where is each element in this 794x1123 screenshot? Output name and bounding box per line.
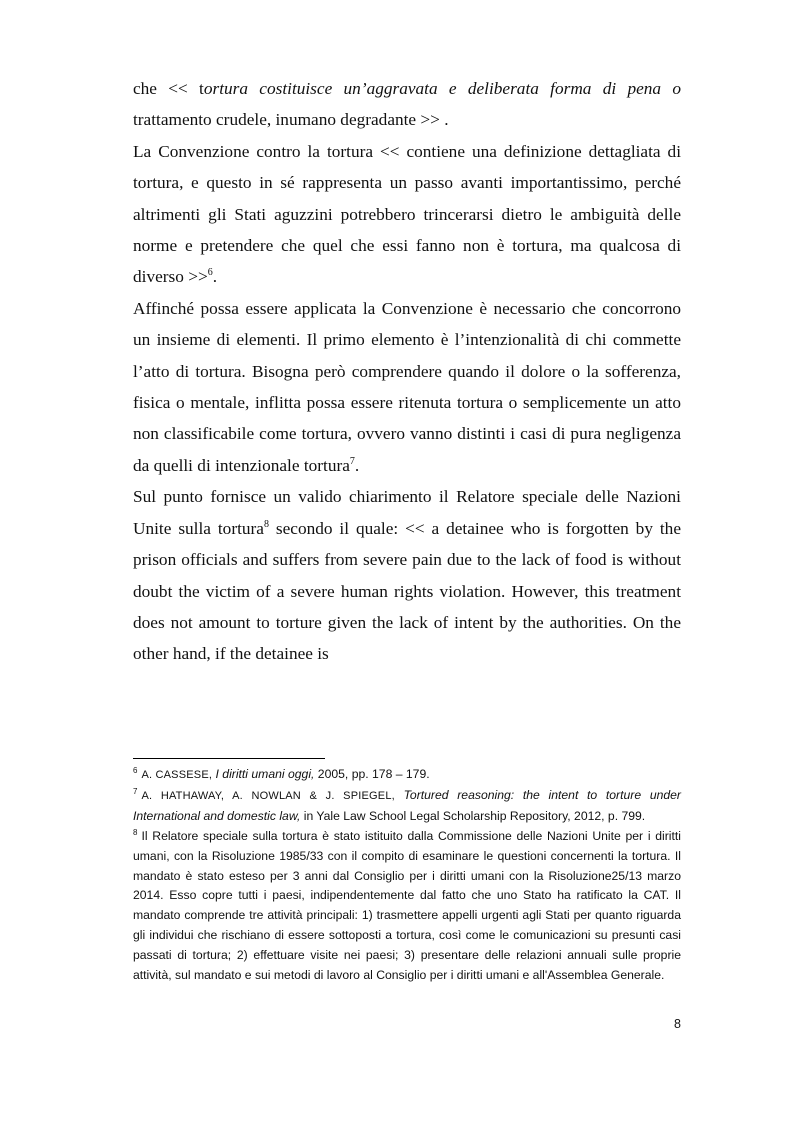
p4-text: Sul punto fornisce un valido chiarimento il Relatore speciale delle Nazioni Unite sulla tortura [133, 487, 681, 538]
p2-after: . [212, 267, 218, 287]
footnote-ref-7[interactable]: 7 [349, 456, 355, 468]
p3-after: . [354, 455, 360, 475]
footnote-ref-6[interactable]: 6 [207, 267, 213, 279]
footnote-8 [133, 827, 681, 986]
p2-text: La Convenzione contro la tortura << contiene una definizione dettagliata di tortura, e questo in sé rappresenta un passo avanti importantissimo, perché altrimenti gli Stati aguzzini potrebbero trincerarsi dietro le ambiguità delle norme e pretendere che quel che essi fanno non è tortura, ma qualcosa di diverso >> [133, 141, 681, 287]
footnote-title: Tortured reasoning: the intent to torture under International and domestic law, [133, 787, 681, 823]
p1-lead: che << t [133, 79, 204, 98]
footnote-ref-8[interactable]: 8 [263, 518, 269, 530]
body-text [133, 73, 681, 670]
p1-tail: trattamento crudele, inumano degradante >> . [133, 110, 449, 130]
footnote-6 [133, 765, 681, 786]
paragraph-4 [133, 481, 681, 669]
footnote-number: 7 [133, 786, 138, 796]
paragraph-1 [133, 73, 681, 136]
footnote-rest: in Yale Law School Legal Scholarship Repository, 2012, p. 799. [300, 808, 646, 823]
paragraph-3 [133, 293, 681, 481]
footnote-text: Il Relatore speciale sulla tortura è stato istituito dalla Commissione delle Nazioni Unite per i diritti umani, con la Risoluzione 1985/33 con il compito di esaminare le questioni concernenti la tortura. Il mandato è stato esteso per 3 anni dal Consiglio per i diritti umani con la Risoluzione25/13 marzo 2014. Esso copre tutti i paesi, indipendentemente dal fatto che uno Stato ha ratificato la CAT. Il mandato comprende tre attività principali: 1) trasmettere appelli urgenti agli Stati per quanto riguarda gli individui che rischiano di essere sottoposti a tortura, così come le comunicazioni su presunti casi passati di tortura; 2) effettuare visite nei paesi; 3) presentare delle relazioni annuali sulle proprie attività, sul mandato e sui metodi di lavoro al Consiglio per i diritti umani e all'Assemblea Generale. [133, 828, 681, 983]
paragraph-2 [133, 136, 681, 293]
footnote-number: 6 [133, 765, 138, 775]
footnote-number: 8 [133, 827, 138, 837]
footnote-separator [133, 758, 325, 759]
footnote-author: A. CASSESE, [141, 769, 213, 781]
footnote-title: I diritti umani oggi, [215, 767, 315, 781]
p4-after: secondo il quale: << a detainee who is forgotten by the prison officials and suffers from severe pain due to the lack of food is without doubt the victim of a severe human rights violation. However, this treatment does not amount to torture given the lack of intent by the authorities. On the other hand, if the detainee is [133, 518, 681, 664]
page-number: 8 [674, 1017, 681, 1031]
footnotes [133, 765, 681, 986]
footnote-author: A. HATHAWAY, A. NOWLAN & J. SPIEGEL, [141, 789, 395, 802]
p3-text: Affinché possa essere applicata la Convenzione è necessario che concorrono un insieme di elementi. Il primo elemento è l’intenzionalità di chi commette l’atto di tortura. Bisogna però comprendere quando il dolore o la sofferenza, fisica o mentale, inflitta possa essere ritenuta tortura o semplicemente un atto non classificabile come tortura, ovvero vanno distinti i casi di pura negligenza da quelli di intenzionale tortura [133, 298, 681, 475]
p1-italic-quote: ortura costituisce un’aggravata e deliberata forma di pena o [203, 79, 681, 98]
footnote-rest: 2005, pp. 178 – 179. [314, 767, 430, 781]
footnote-7 [133, 786, 681, 827]
